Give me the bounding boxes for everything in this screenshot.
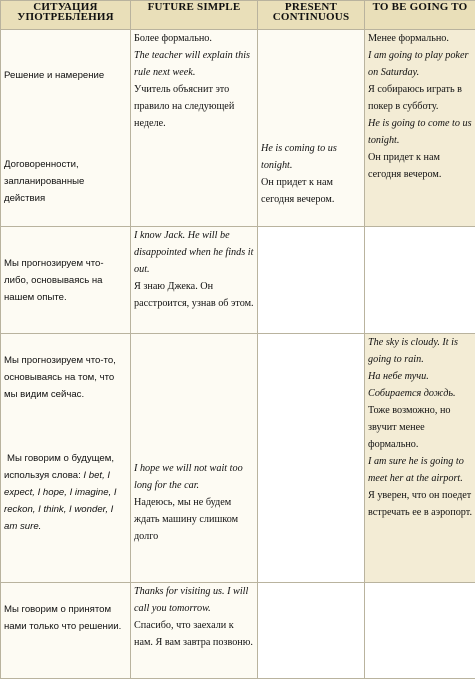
situation-cell [1, 30, 131, 227]
table-row [1, 30, 475, 227]
example: The sky is cloudy. It is going to rain. [368, 337, 458, 365]
situation-decision-now: Мы говорим о принятом нами только что решении. [4, 604, 122, 632]
future-simple-cell [131, 30, 258, 227]
to-be-going-to-cell [365, 227, 475, 334]
situation-words [4, 450, 127, 535]
example: I am sure he is going to meet her at the airport. [368, 456, 464, 484]
example: He is going to come to us tonight. [368, 118, 472, 146]
situation-experience: Мы прогнозируем что-либо, основываясь на нашем опыте. [4, 258, 104, 303]
example: The teacher will explain this rule next week. [134, 50, 251, 78]
translation: Я уверен, что он поедет встречать ее в аэропорт. [368, 490, 473, 518]
translation: Учитель объяснит это правило на следующей неделе. [134, 84, 235, 129]
header-future-simple: FUTURE SIMPLE [131, 1, 258, 30]
future-simple-cell [131, 227, 258, 334]
note: Более формально. [134, 33, 212, 44]
table-row [1, 583, 475, 679]
example: I am going to play poker on Saturday. [368, 50, 469, 78]
present-continuous-cell [258, 583, 365, 679]
translation: Он придет к нам сегодня вечером. [368, 152, 442, 180]
translation: Спасибо, что заехали к нам. Я вам завтра позвоню. [134, 620, 253, 648]
note: Менее формально. [368, 33, 449, 44]
situation-what-we-see: Мы прогнозируем что-то, основываясь на том, что мы видим сейчас. [4, 355, 116, 400]
situation-arrangements: Договоренности, запланированные действия [4, 159, 85, 204]
situation-cell [1, 583, 131, 679]
translation: Я собираюсь играть в покер в субботу. [368, 84, 462, 112]
header-to-be-going-to: TO BE GOING TO [365, 1, 475, 30]
situation-decision: Решение и намерение [4, 70, 105, 81]
example: He is coming to us tonight. [261, 143, 337, 171]
translation: На небе тучи. Собирается дождь. [368, 371, 456, 399]
translation: Я знаю Джека. Он расстроится, узнав об этом. [134, 281, 254, 309]
future-simple-cell [131, 583, 258, 679]
present-continuous-cell [258, 227, 365, 334]
situation-cell [1, 227, 131, 334]
situation-cell [1, 334, 131, 583]
future-simple-cell [131, 334, 258, 583]
table-row [1, 334, 475, 583]
words-list: I bet, I expect, I hope, I imagine, I reckon, I think, I wonder, I am sure. [4, 470, 117, 532]
header-present-continuous: PRESENT CONTINUOUS [258, 1, 365, 30]
to-be-going-to-cell [365, 583, 475, 679]
example: I hope we will not wait too long for the car. [134, 463, 243, 491]
header-row [1, 1, 475, 30]
translation: Надеюсь, мы не будем ждать машину слишком долго [134, 497, 239, 542]
present-continuous-cell [258, 30, 365, 227]
translation: Он придет к нам сегодня вечером. [261, 177, 335, 205]
table-row [1, 227, 475, 334]
present-continuous-cell [258, 334, 365, 583]
example: Thanks for visiting us. I will call you tomorrow. [134, 586, 249, 614]
to-be-going-to-cell [365, 334, 475, 583]
example: I know Jack. He will be disappointed when he finds it out. [134, 230, 254, 275]
to-be-going-to-cell [365, 30, 475, 227]
header-situation: СИТУАЦИЯ УПОТРЕБЛЕНИЯ [1, 1, 131, 30]
words-intro: Мы говорим о будущем, используя слова: [4, 453, 114, 481]
note: Тоже возможно, но звучит менее формально. [368, 405, 451, 450]
